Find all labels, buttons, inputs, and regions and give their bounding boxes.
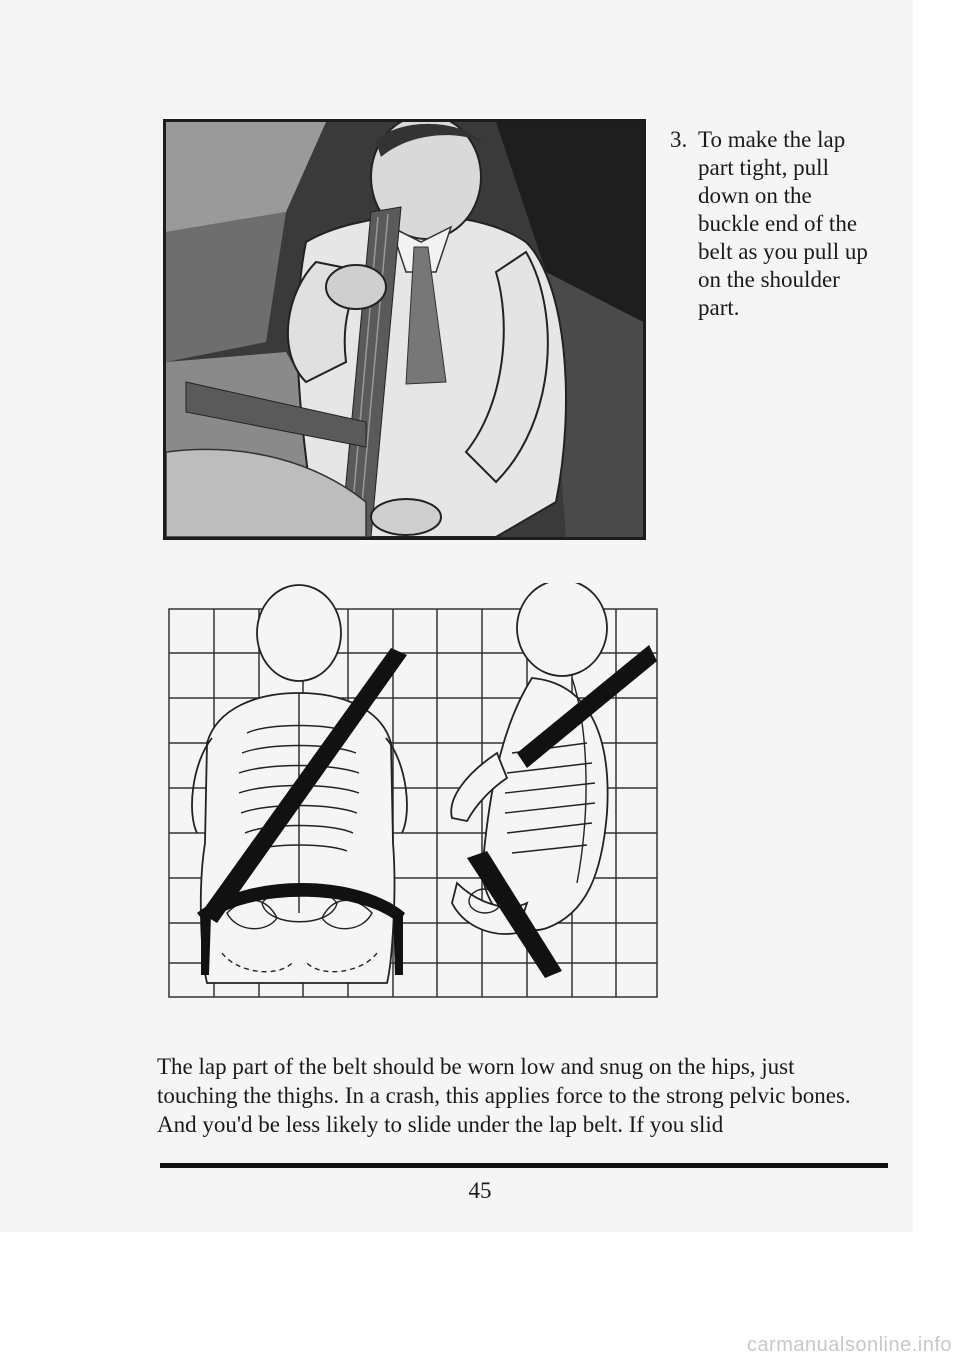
skeleton-belt-diagram [167, 583, 661, 999]
man-fastening-belt-drawing [166, 122, 643, 537]
skeleton-grid-drawing [167, 583, 661, 999]
page-number: 45 [468, 1178, 492, 1203]
step-text: To make the lap part tight, pull down on the buckle end of the belt as you pull up on the shoulder part. [698, 127, 868, 320]
body-paragraph [157, 1052, 877, 1139]
seatbelt-photo-illustration [163, 119, 646, 540]
lap-belt-explanation: The lap part of the belt should be worn low and snug on the hips, just touching the thighs. In a crash, this applies force to the strong pelvic bones. And you'd be less likely to slide under the lap belt. If you slid [157, 1054, 851, 1137]
instruction-step-3 [670, 126, 870, 322]
step-number: 3. [670, 127, 688, 152]
site-watermark: carmanualsonline.info [746, 1334, 952, 1356]
footer-divider [160, 1163, 888, 1168]
